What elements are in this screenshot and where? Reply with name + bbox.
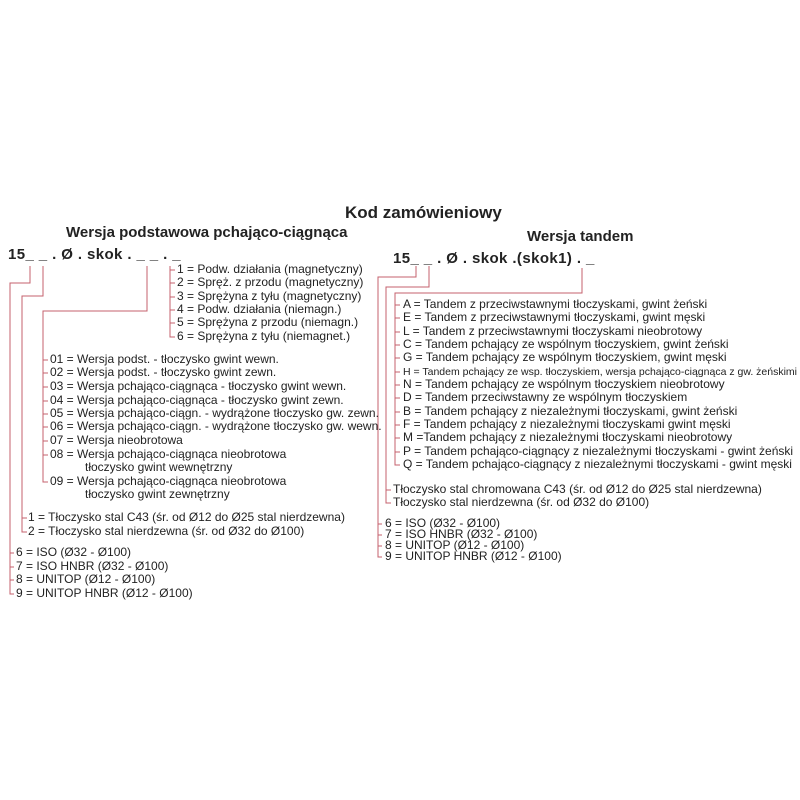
tandem-type-option: F = Tandem pchający z niezależnymi tłoczyskami gwint męski [403, 417, 731, 431]
page-title: Kod zamówieniowy [345, 203, 502, 222]
tandem-type-option: P = Tandem pchająco-ciągnący z niezależnymi tłoczyskami - gwint żeński [403, 444, 794, 458]
tandem-type-option: E = Tandem z przeciwstawnymi tłoczyskami, gwint męski [403, 310, 706, 324]
tandem-seal-option: 8 = UNITOP (Ø12 - Ø100) [385, 538, 525, 552]
rod-option: 2 = Tłoczysko stal nierdzewna (śr. od Ø32 do Ø100) [28, 524, 305, 538]
tandem-type-option: N = Tandem pchający ze wspólnym tłoczyskiem nieobrotowy [403, 377, 725, 391]
action-option: 3 = Sprężyna z tyłu (magnetyczny) [177, 289, 362, 303]
version-option: 01 = Wersja podst. - tłoczysko gwint wewn. [50, 352, 279, 366]
tandem-section-header: Wersja tandem [527, 228, 634, 245]
seal-option: 9 = UNITOP HNBR (Ø12 - Ø100) [16, 586, 193, 600]
tandem-type-option: D = Tandem przeciwstawny ze wspólnym tłoczyskiem [403, 390, 688, 404]
action-option: 6 = Sprężyna z tyłu (niemagnet.) [177, 329, 351, 343]
seal-option: 7 = ISO HNBR (Ø32 - Ø100) [16, 559, 169, 573]
version-option: 03 = Wersja pchająco-ciągnąca - tłoczysko gwint wewn. [50, 379, 347, 393]
seal-option: 8 = UNITOP (Ø12 - Ø100) [16, 572, 156, 586]
seal-option: 6 = ISO (Ø32 - Ø100) [16, 545, 132, 559]
version-option-sub: tłoczysko gwint zewnętrzny [85, 487, 230, 501]
basic-section-header: Wersja podstawowa pchająco-ciągnąca [66, 224, 348, 241]
tandem-seal-option: 7 = ISO HNBR (Ø32 - Ø100) [385, 527, 538, 541]
tandem-code-pattern: 15_ _ . Ø . skok .(skok1) . _ [393, 250, 595, 267]
version-option: 08 = Wersja pchająco-ciągnąca nieobrotowa [50, 447, 287, 461]
tandem-type-option: A = Tandem z przeciwstawnymi tłoczyskami, gwint żeński [403, 297, 708, 311]
action-option: 4 = Podw. działania (niemagn.) [177, 302, 342, 316]
tandem-type-option: H = Tandem pchający ze wsp. tłoczyskiem, wersja pchająco-ciągnąca z gw. żeńskimi [403, 366, 798, 378]
tandem-rod-option: Tłoczysko stal nierdzewna (śr. od Ø32 do Ø100) [393, 495, 650, 509]
basic-code-pattern: 15_ _ . Ø . skok . _ _ . _ [8, 246, 181, 263]
version-option-sub: tłoczysko gwint wewnętrzny [85, 460, 233, 474]
action-option: 1 = Podw. działania (magnetyczny) [177, 262, 363, 276]
tandem-type-option: G = Tandem pchający ze wspólnym tłoczyskiem, gwint męski [403, 350, 727, 364]
tandem-rod-option: Tłoczysko stal chromowana C43 (śr. od Ø12 do Ø25 stal nierdzewna) [393, 482, 762, 496]
version-option: 05 = Wersja pchająco-ciągn. - wydrążone tłoczysko gw. zewn. [50, 406, 379, 420]
tandem-type-option: L = Tandem z przeciwstawnymi tłoczyskami nieobrotowy [403, 324, 703, 338]
tandem-type-option: C = Tandem pchający ze wspólnym tłoczyskiem, gwint żeński [403, 337, 729, 351]
action-option: 2 = Spręż. z przodu (magnetyczny) [177, 275, 364, 289]
version-option: 06 = Wersja pchająco-ciągn. - wydrążone tłoczysko gw. wewn. [50, 419, 382, 433]
tandem-type-option: B = Tandem pchający z niezależnymi tłoczyskami, gwint żeński [403, 404, 738, 418]
rod-option: 1 = Tłoczysko stal C43 (śr. od Ø12 do Ø25 stal nierdzewna) [28, 510, 345, 524]
tandem-seal-option: 6 = ISO (Ø32 - Ø100) [385, 516, 501, 530]
tandem-type-option: Q = Tandem pchająco-ciągnący z niezależnymi tłoczyskami - gwint męski [403, 457, 792, 471]
version-option: 04 = Wersja pchająco-ciągnąca - tłoczysko gwint zewn. [50, 393, 344, 407]
tandem-type-option: M =Tandem pchający z niezależnymi tłoczyskami nieobrotowy [403, 430, 733, 444]
version-option: 07 = Wersja nieobrotowa [50, 433, 183, 447]
tandem-seal-option: 9 = UNITOP HNBR (Ø12 - Ø100) [385, 549, 562, 563]
version-option: 09 = Wersja pchająco-ciągnąca nieobrotowa [50, 474, 287, 488]
action-option: 5 = Sprężyna z przodu (niemagn.) [177, 315, 359, 329]
version-option: 02 = Wersja podst. - tłoczysko gwint zewn. [50, 365, 277, 379]
